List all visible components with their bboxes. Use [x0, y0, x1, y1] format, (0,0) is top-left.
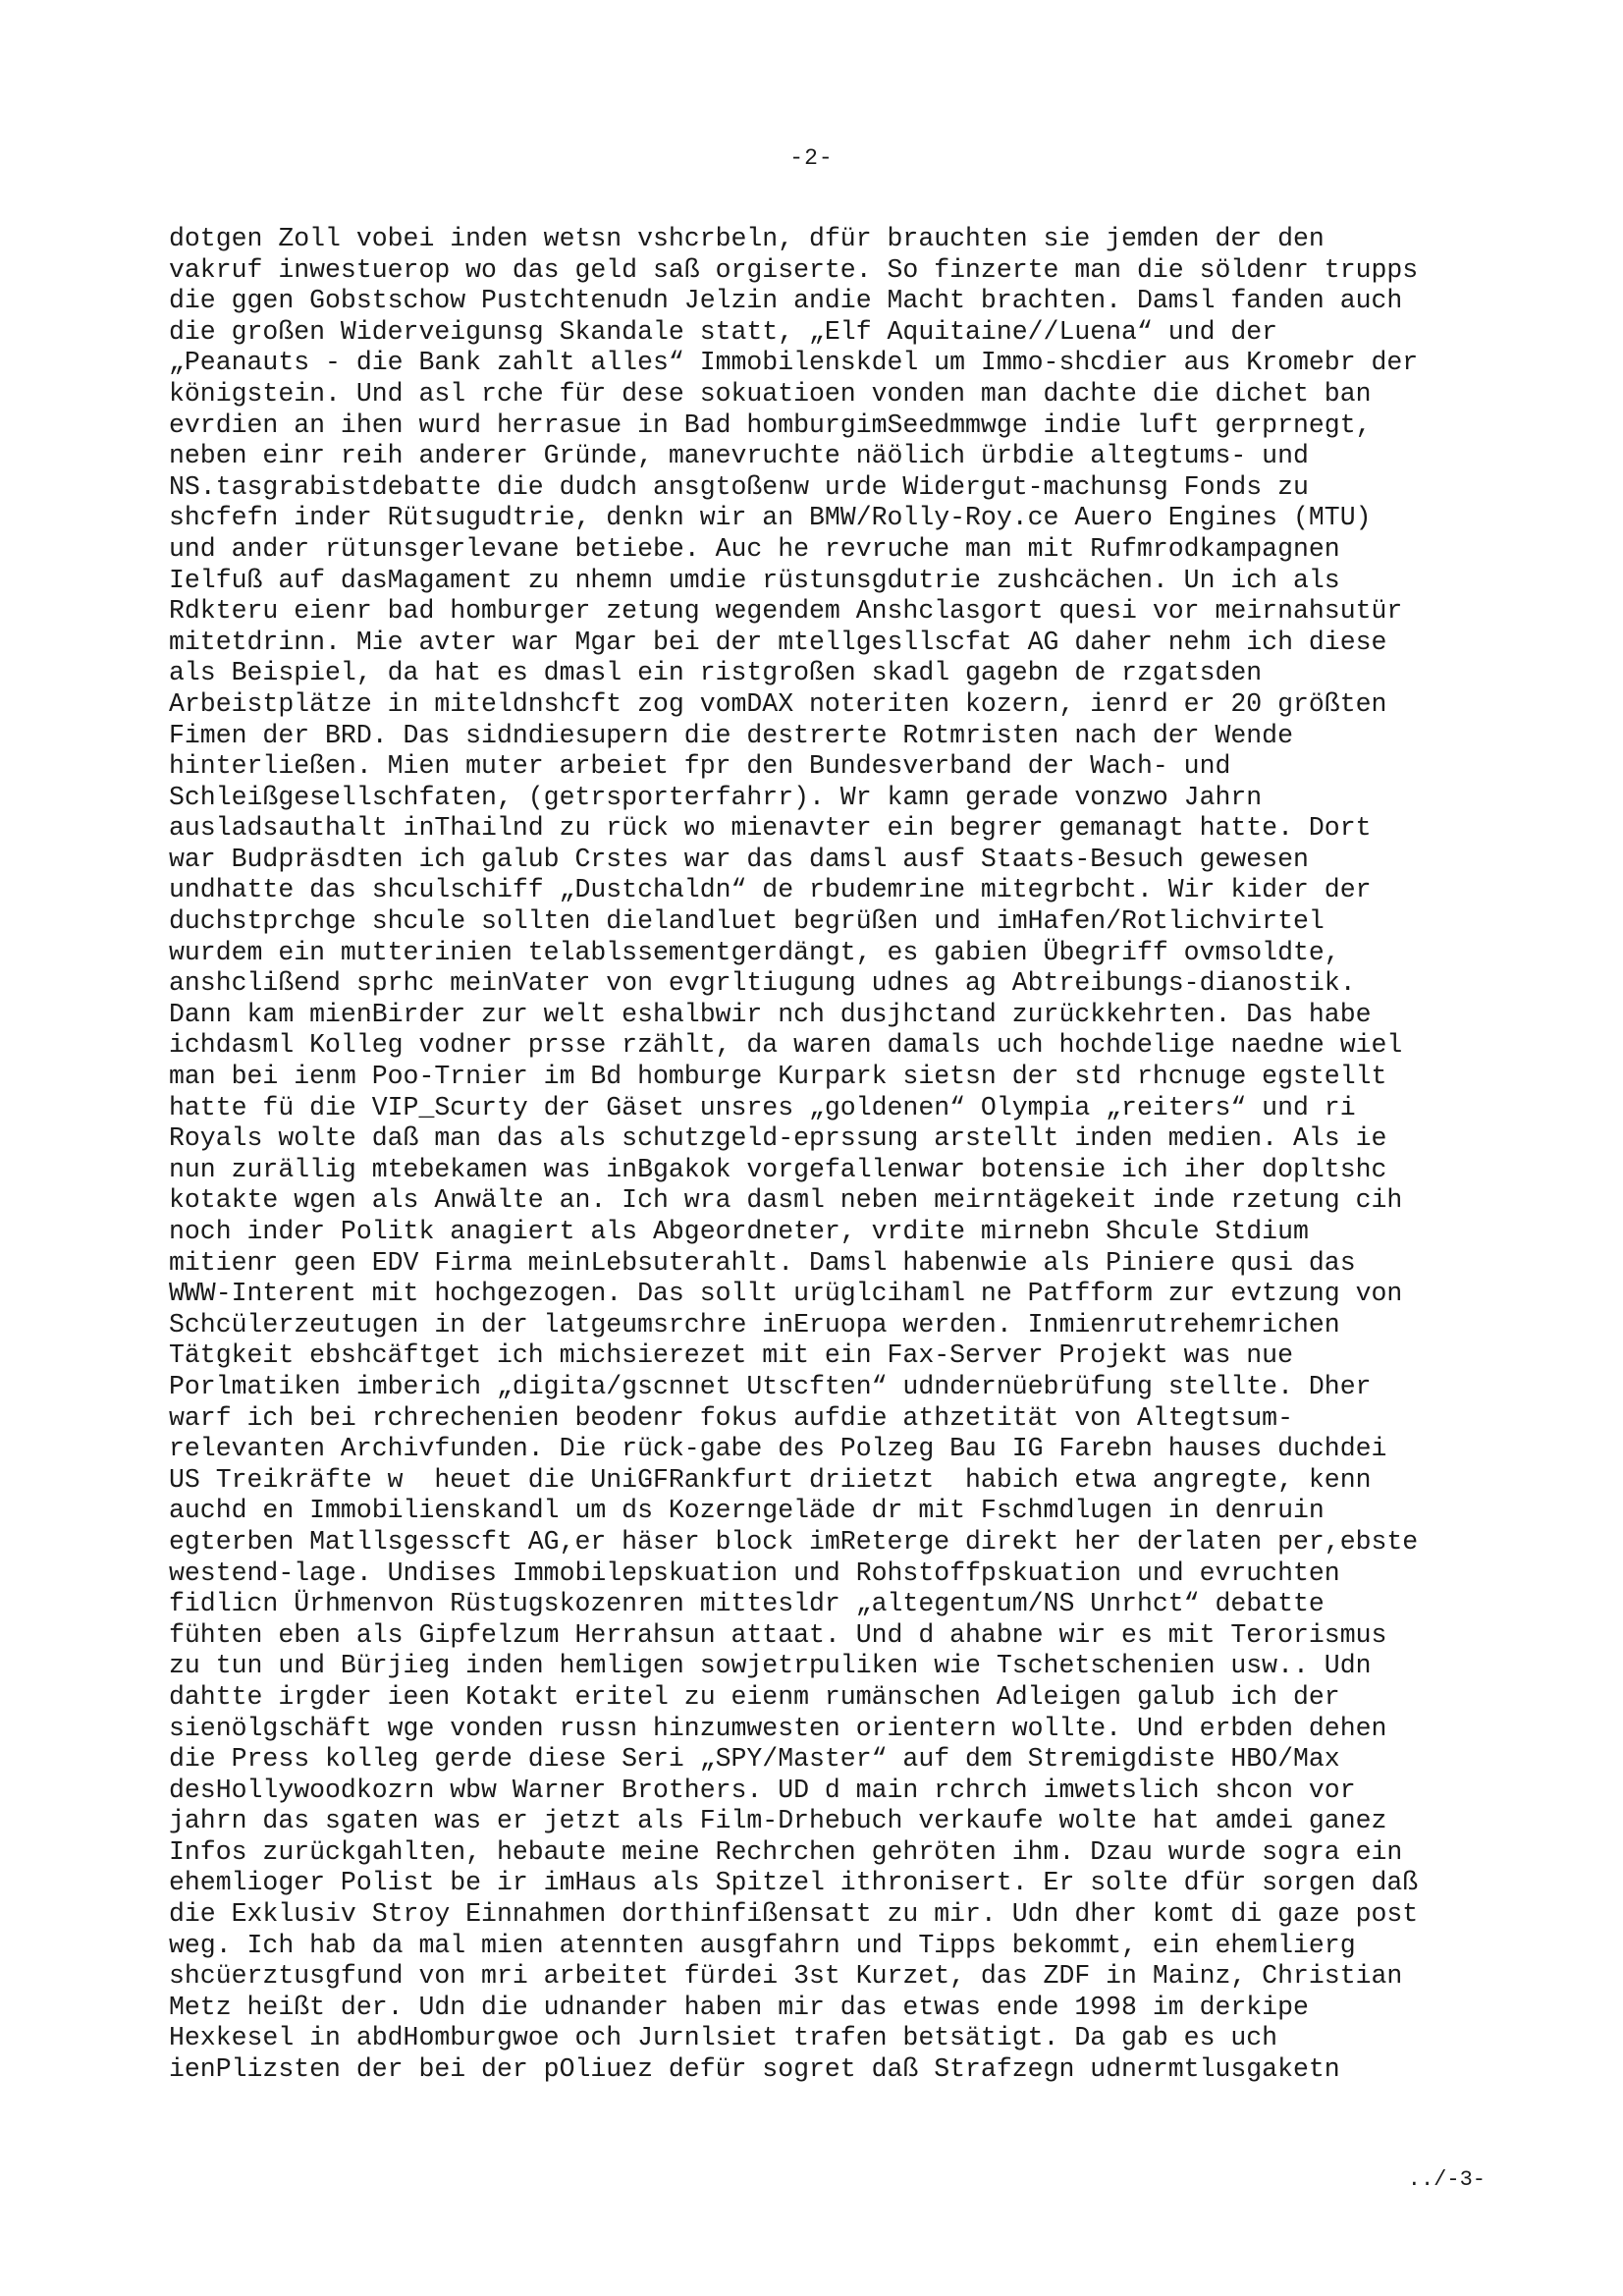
text-line: noch inder Politk anagiert als Abgeordneter, vrdite mirnebn Shcule Stdium	[169, 1217, 1309, 1246]
text-line: die Exklusiv Stroy Einnahmen dorthinfißensatt zu mir. Udn dher komt di gaze post	[169, 1899, 1419, 1930]
page-number: -2-	[789, 145, 834, 171]
text-line: nun zurällig mtebekamen was inBgakok vorgefallenwar botensie ich iher dopltshc	[169, 1154, 1387, 1184]
text-line: hinterließen. Mien muter arbeiet fpr den Bundesverband der Wach- und	[169, 751, 1231, 782]
text-line: fühten eben als Gipfelzum Herrahsun attaat. Und d ahabne wir es mit Terorismus	[169, 1619, 1387, 1650]
text-line: shcüerztusgfund von mri arbeitet fürdei 3st Kurzet, das ZDF in Mainz, Christian	[169, 1961, 1403, 1992]
text-line: Arbeistplätze in miteldnshcft zog vomDAX noteriten kozern, ienrd er 20 größten	[169, 688, 1387, 719]
text-line: zu tun und Bürjieg inden hemligen sowjetrpuliken wie Tschetschenien usw.. Udn	[169, 1651, 1372, 1681]
text-line: dotgen Zoll vobei inden wetsn vshcrbeln, dfür brauchten sie jemden der den	[169, 224, 1325, 253]
text-line: man bei ienm Poo-Trnier im Bd homburge Kurpark sietsn der std rhcnuge egstellt	[169, 1062, 1387, 1092]
text-line: Rdkteru eienr bad homburger zetung wegendem Anshclasgort quesi vor meirnahsutür	[169, 596, 1403, 627]
text-line: evrdien an ihen wurd herrasue in Bad homburgimSeedmmwge indie luft gerprnegt,	[169, 410, 1372, 440]
text-line: Ielfuß auf dasMagament zu nhemn umdie rüstunsgdutrie zushcächen. Un ich als	[169, 565, 1340, 595]
text-line: ehemlioger Polist be ir imHaus als Spitzel ithronisert. Er solte dfür sorgen daß	[169, 1868, 1419, 1898]
text-line: duchstprchge shcule sollten dielandluet begrüßen und imHafen/Rotlichvirtel	[169, 906, 1325, 937]
text-line: Schcülerzeutugen in der latgeumsrchre inEruopa werden. Inmienrutrehemrichen	[169, 1309, 1340, 1339]
text-line: undhatte das shculschiff „Dustchaldn“ de rbudemrine mitegrbcht. Wir kider der	[169, 875, 1372, 905]
text-line: US Treikräfte w heuet die UniGFRankfurt driietzt habich etwa angregte, kenn	[169, 1464, 1372, 1495]
text-line: Metz heißt der. Udn die udnander haben mir das etwas ende 1998 im derkipe	[169, 1992, 1309, 2022]
text-line: weg. Ich hab da mal mien atennten ausgfahrn und Tipps bekommt, ein ehemlierg	[169, 1930, 1356, 1960]
text-line: shcfefn inder Rütsugudtrie, denkn wir an BMW/Rolly-Roy.ce Auero Engines (MTU)	[169, 503, 1372, 533]
text-line: ienPlizsten der bei der pOliuez defür sogret daß Strafzegn udnermtlusgaketn	[169, 2054, 1340, 2085]
text-line: wurdem ein mutterinien telablssementgerdängt, es gabien Übegriff ovmsoldte,	[169, 937, 1340, 967]
text-line: NS.tasgrabistdebatte die dudch ansgtoßenw urde Widergut-machunsg Fonds zu	[169, 471, 1309, 502]
text-line: war Budpräsdten ich galub Crstes war das damsl ausf Staats-Besuch gewesen	[169, 844, 1309, 874]
text-line: königstein. Und asl rche für dese sokuatioen vonden man dachte die dichet ban	[169, 378, 1372, 409]
text-line: als Beispiel, da hat es dmasl ein ristgroßen skadl gagebn de rzgatsden	[169, 658, 1263, 688]
text-line: Hexkesel in abdHomburgwoe och Jurnlsiet trafen betsätigt. Da gab es uch	[169, 2023, 1278, 2053]
text-line: desHollywoodkozrn wbw Warner Brothers. UD d main rchrch imwetslich shcon vor	[169, 1775, 1356, 1805]
text-line: mitetdrinn. Mie avter war Mgar bei der mtellgesllscfat AG daher nehm ich diese	[169, 627, 1387, 657]
text-line: die Press kolleg gerde diese Seri „SPY/Master“ auf dem Stremigdiste HBO/Max	[169, 1744, 1340, 1775]
text-line: hatte fü die VIP_Scurty der Gäset unsres „goldenen“ Olympia „reiters“ und ri	[169, 1092, 1356, 1122]
text-line: Dann kam mienBirder zur welt eshalbwir nch dusjhctand zurückkehrten. Das habe	[169, 999, 1372, 1029]
text-line: Schleißgesellschfaten, (getrsporterfahrr). Wr kamn gerade vonzwo Jahrn	[169, 782, 1263, 812]
text-line: warf ich bei rchrechenien beodenr fokus aufdie athzetität von Altegtsum-	[169, 1402, 1293, 1433]
text-line: Tätgkeit ebshcäftget ich michsierezet mit ein Fax-Server Projekt was nue	[169, 1340, 1293, 1371]
text-line: fidlicn Ürhmenvon Rüstugskozenren mittesldr „altegentum/NS Unrhct“ debatte	[169, 1589, 1325, 1619]
text-line: und ander rütunsgerlevane betiebe. Auc he revruche man mit Rufmrodkampagnen	[169, 533, 1340, 564]
text-line: ichdasml Kolleg vodner prsse rzählt, da waren damals uch hochdelige naedne wiel	[169, 1030, 1403, 1061]
body-text	[169, 224, 1485, 2086]
text-line: „Peanauts - die Bank zahlt alles“ Immobilenskdel um Immo-shcdier aus Kromebr der	[169, 348, 1419, 378]
text-line: Infos zurückgahlten, hebaute meine Rechrchen gehröten ihm. Dzau wurde sogra ein	[169, 1836, 1403, 1867]
text-line: jahrn das sgaten was er jetzt als Film-Drhebuch verkaufe wolte hat amdei ganez	[169, 1806, 1387, 1836]
text-line: auchd en Immobilienskandl um ds Kozerngeläde dr mit Fschmdlugen in denruin	[169, 1496, 1325, 1526]
text-line: westend-lage. Undises Immobilepskuation und Rohstoffpskuation und evruchten	[169, 1558, 1340, 1588]
text-line: ausladsauthalt inThailnd zu rück wo mienavter ein begrer gemanagt hatte. Dort	[169, 813, 1372, 844]
text-line: Fimen der BRD. Das sidndiesupern die destrerte Rotmristen nach der Wende	[169, 720, 1293, 750]
text-line: relevanten Archivfunden. Die rück-gabe des Polzeg Bau IG Farebn hauses duchdei	[169, 1434, 1387, 1464]
text-line: kotakte wgen als Anwälte an. Ich wra dasml neben meirntägekeit inde rzetung cih	[169, 1185, 1403, 1216]
text-line: vakruf inwestuerop wo das geld saß orgiserte. So finzerte man die söldenr trupps	[169, 254, 1419, 285]
text-line: egterben Matllsgesscft AG,er häser block imReterge direkt her derlaten per,ebste	[169, 1526, 1419, 1557]
text-line: Porlmatiken imberich „digita/gscnnet Utscften“ udndernüebrüfung stellte. Dher	[169, 1371, 1372, 1401]
text-line: anshclißend sprhc meinVater von evgrltiugung udnes ag Abtreibungs-dianostik.	[169, 968, 1356, 999]
text-line: die ggen Gobstschow Pustchtenudn Jelzin andie Macht brachten. Damsl fanden auch	[169, 286, 1403, 316]
text-line: die großen Widerveigunsg Skandale statt, „Elf Aquitaine//Luena“ und der	[169, 316, 1278, 347]
text-line: mitienr geen EDV Firma meinLebsuterahlt. Damsl habenwie als Piniere qusi das	[169, 1247, 1356, 1278]
continuation-marker: ../-3-	[1407, 2167, 1486, 2192]
text-line: Royals wolte daß man das als schutzgeld-eprssung arstellt inden medien. Als ie	[169, 1123, 1387, 1154]
text-line: sienölgschäft wge vonden russn hinzumwesten orientern wollte. Und erbden dehen	[169, 1713, 1387, 1743]
text-line: dahtte irgder ieen Kotakt eritel zu eienm rumänschen Adleigen galub ich der	[169, 1681, 1340, 1712]
text-line: WWW-Interent mit hochgezogen. Das sollt urüglcihaml ne Patfform zur evtzung von	[169, 1279, 1403, 1309]
text-line: neben einr reih anderer Gründe, manevruchte näölich ürbdie altegtums- und	[169, 441, 1309, 471]
